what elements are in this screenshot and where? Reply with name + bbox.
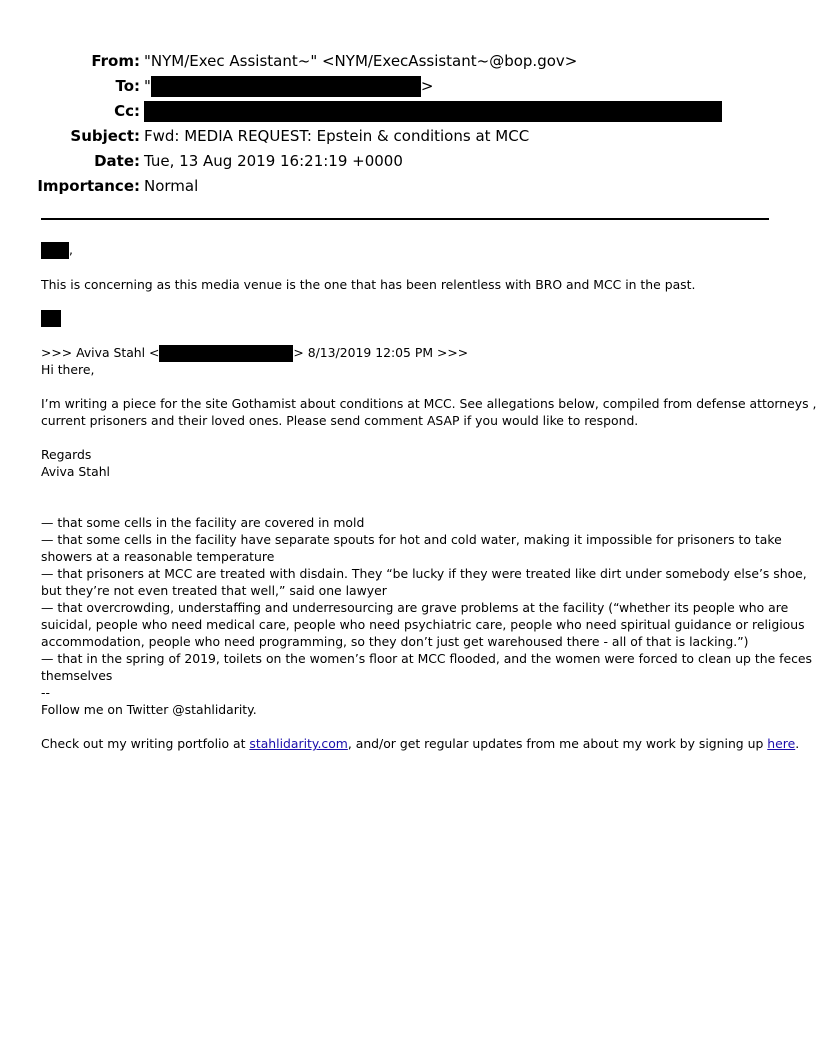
date-label: Date: — [94, 152, 140, 170]
allegation-line: — that in the spring of 2019, toilets on the women’s floor at MCC flooded, and the women were forced to clean up the feces — [41, 651, 813, 666]
allegation-line: showers at a reasonable temperature — [41, 549, 275, 564]
to-label: To: — [115, 77, 140, 95]
allegation-line: — that overcrowding, understaffing and underresourcing are grave problems at the facility (“whether its people who are — [41, 600, 789, 615]
to-suffix: > — [420, 77, 434, 95]
allegation-line: suicidal, people who need medical care, people who need psychiatric care, people who need spiritual guidance or religious — [41, 617, 805, 632]
date-value: Tue, 13 Aug 2019 16:21:19 +0000 — [144, 152, 403, 170]
concern-text: This is concerning as this media venue is the one that has been relentless with BRO and MCC in the past. — [41, 277, 696, 292]
from-row — [0, 50, 816, 72]
allegation-line: accommodation, people who need programming, so they don’t just get warehoused there - all of that is lacking.”) — [41, 634, 749, 649]
signature-separator: -- — [41, 685, 50, 700]
allegation-line: — that some cells in the facility have separate spouts for hot and cold water, making it impossible for prisoners to take — [41, 532, 782, 547]
signature-redaction-line — [41, 309, 776, 327]
to-prefix: " — [144, 77, 151, 95]
importance-label: Importance: — [37, 177, 140, 195]
from-label: From: — [91, 52, 140, 70]
para1-line1: I’m writing a piece for the site Gothamist about conditions at MCC. See allegations below, compiled from defense attorneys , — [41, 396, 816, 411]
cc-row — [0, 100, 816, 122]
to-redaction — [151, 76, 421, 97]
subject-row — [0, 125, 816, 147]
from-value: "NYM/Exec Assistant~" <NYM/ExecAssistant~@bop.gov> — [144, 52, 578, 70]
subject-label: Subject: — [70, 127, 140, 145]
importance-row — [0, 175, 816, 197]
cc-value — [144, 100, 722, 122]
signup-link[interactable]: here — [767, 736, 796, 751]
allegation-line: but they’re not even treated that well,” said one lawyer — [41, 583, 387, 598]
forward-header — [41, 344, 776, 362]
allegation-line: themselves — [41, 668, 113, 683]
cc-label: Cc: — [114, 102, 140, 120]
portfolio-link[interactable]: stahlidarity.com — [249, 736, 348, 751]
email-header — [0, 50, 816, 210]
forward-email-redaction — [159, 345, 293, 362]
hi-line: Hi there, — [41, 362, 95, 377]
to-value — [144, 75, 433, 97]
regards: Regards — [41, 447, 92, 462]
cc-redaction — [144, 101, 722, 122]
subject-value: Fwd: MEDIA REQUEST: Epstein & conditions at MCC — [144, 127, 530, 145]
importance-value: Normal — [144, 177, 199, 195]
greeting — [41, 241, 776, 259]
portfolio-pre: Check out my writing portfolio at — [41, 736, 250, 751]
sender-name: Aviva Stahl — [41, 464, 111, 479]
header-divider — [41, 218, 769, 220]
portfolio-end: . — [795, 736, 800, 751]
signature-redaction — [41, 310, 61, 327]
forward-suffix: > 8/13/2019 12:05 PM >>> — [293, 345, 469, 360]
twitter-line: Follow me on Twitter @stahlidarity. — [41, 702, 257, 717]
forward-prefix: >>> Aviva Stahl < — [41, 345, 160, 360]
to-row — [0, 75, 816, 97]
allegation-line: — that prisoners at MCC are treated with disdain. They “be lucky if they were treated like dirt under somebody else’s shoe, — [41, 566, 807, 581]
para1-line2: current prisoners and their loved ones. Please send comment ASAP if you would like to respond. — [41, 413, 639, 428]
portfolio-line — [41, 735, 800, 752]
portfolio-mid: , and/or get regular updates from me about my work by signing up — [347, 736, 768, 751]
greeting-redaction — [41, 242, 69, 259]
date-row — [0, 150, 816, 172]
allegation-line: — that some cells in the facility are covered in mold — [41, 515, 365, 530]
greeting-comma: , — [69, 242, 73, 257]
